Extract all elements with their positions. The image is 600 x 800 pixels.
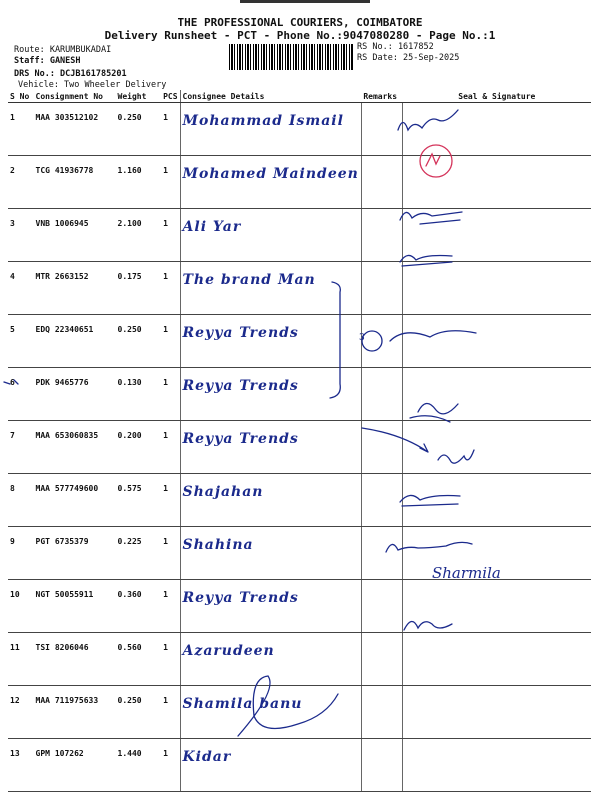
route-label: Route: KARUMBUKADAI bbox=[14, 45, 112, 55]
row-consignment: VNB 1006945 bbox=[34, 209, 116, 262]
col-consignee: Consignee Details bbox=[180, 90, 361, 103]
row-consignment: MAA 303512102 bbox=[34, 103, 116, 156]
row-pcs: 1 bbox=[161, 209, 180, 262]
row-consignee: Mohamed Maindeen bbox=[180, 156, 361, 209]
row-consignment: MAA 577749600 bbox=[34, 474, 116, 527]
signature-row-11 bbox=[386, 542, 472, 552]
signature-row-8 bbox=[410, 403, 458, 422]
row-consignee: Kidar bbox=[180, 739, 361, 792]
row-consignee: Shajahan bbox=[180, 474, 361, 527]
signature-row-12-text: Sharmila bbox=[432, 564, 501, 582]
row-weight: 0.360 bbox=[116, 580, 162, 633]
seal-mark-row-2 bbox=[426, 154, 440, 166]
signature-row-4 bbox=[400, 255, 452, 266]
row-weight: 1.160 bbox=[116, 156, 162, 209]
row-weight: 0.250 bbox=[116, 315, 162, 368]
vehicle-label: Vehicle: Two Wheeler Delivery bbox=[18, 80, 167, 90]
row-weight: 0.250 bbox=[116, 103, 162, 156]
row-sno: 13 bbox=[8, 739, 34, 792]
signature-rows-5-7 bbox=[390, 331, 476, 341]
row-consignee: Ali Yar bbox=[180, 209, 361, 262]
row-weight: 0.250 bbox=[116, 686, 162, 739]
row-consignment: TCG 41936778 bbox=[34, 156, 116, 209]
row-weight: 0.575 bbox=[116, 474, 162, 527]
row-consignment: TSI 8206046 bbox=[34, 633, 116, 686]
signature-row-10 bbox=[400, 495, 460, 506]
margin-mark bbox=[4, 380, 18, 384]
row-weight: 0.175 bbox=[116, 262, 162, 315]
col-sno: S No bbox=[8, 90, 34, 103]
bracket-rows-5-7 bbox=[330, 282, 340, 398]
row-consignee: Azarudeen bbox=[180, 633, 361, 686]
arrow-row-8-9 bbox=[362, 428, 428, 452]
row-sno: 2 bbox=[8, 156, 34, 209]
row-weight: 2.100 bbox=[116, 209, 162, 262]
row-pcs: 1 bbox=[161, 262, 180, 315]
row-sno: 3 bbox=[8, 209, 34, 262]
row-weight: 0.130 bbox=[116, 368, 162, 421]
row-consignee: Shahina bbox=[180, 527, 361, 580]
row-consignment: PGT 6735379 bbox=[34, 527, 116, 580]
row-consignee: The brand Man bbox=[180, 262, 361, 315]
col-signature: Seal & Signature bbox=[403, 90, 591, 103]
row-pcs: 1 bbox=[161, 315, 180, 368]
col-consignment: Consignment No bbox=[34, 90, 116, 103]
company-title: THE PROFESSIONAL COURIERS, COIMBATORE bbox=[177, 16, 423, 29]
row-pcs: 1 bbox=[161, 739, 180, 792]
count-circle-number: 3 bbox=[359, 333, 365, 343]
row-consignment: PDK 9465776 bbox=[34, 368, 116, 421]
row-consignment: EDQ 22340651 bbox=[34, 315, 116, 368]
rs-number: RS No.: 1617852 bbox=[357, 42, 434, 52]
rs-date: RS Date: 25-Sep-2025 bbox=[357, 53, 460, 63]
signature-row-9 bbox=[438, 450, 474, 463]
row-pcs: 1 bbox=[161, 686, 180, 739]
col-remarks: Remarks bbox=[361, 90, 402, 103]
row-weight: 0.560 bbox=[116, 633, 162, 686]
col-pcs: PCS bbox=[161, 90, 180, 103]
row-pcs: 1 bbox=[161, 156, 180, 209]
row-consignment: GPM 107262 bbox=[34, 739, 116, 792]
bottom-page-signature bbox=[238, 676, 338, 736]
row-sno: 12 bbox=[8, 686, 34, 739]
row-pcs: 1 bbox=[161, 368, 180, 421]
row-consignee: Reyya Trends bbox=[180, 421, 361, 474]
row-consignment: MAA 711975633 bbox=[34, 686, 116, 739]
row-sno: 5 bbox=[8, 315, 34, 368]
signature-row-3 bbox=[400, 212, 462, 224]
row-pcs: 1 bbox=[161, 633, 180, 686]
row-consignment: MAA 653060835 bbox=[34, 421, 116, 474]
row-sno: 11 bbox=[8, 633, 34, 686]
row-sno: 9 bbox=[8, 527, 34, 580]
row-pcs: 1 bbox=[161, 580, 180, 633]
row-consignment: MTR 2663152 bbox=[34, 262, 116, 315]
row-consignee: Reyya Trends bbox=[180, 368, 361, 421]
row-consignee: Mohammad Ismail bbox=[180, 103, 361, 156]
signature-row-13 bbox=[404, 621, 452, 630]
signature-row-1 bbox=[398, 110, 458, 130]
drs-number: DRS No.: DCJB161785201 bbox=[14, 69, 127, 79]
row-pcs: 1 bbox=[161, 474, 180, 527]
staff-label: Staff: GANESH bbox=[14, 56, 81, 66]
col-weight: Weight bbox=[116, 90, 162, 103]
row-sno: 1 bbox=[8, 103, 34, 156]
row-sno: 7 bbox=[8, 421, 34, 474]
row-sno: 10 bbox=[8, 580, 34, 633]
row-pcs: 1 bbox=[161, 421, 180, 474]
row-sno: 8 bbox=[8, 474, 34, 527]
count-circle-mark bbox=[362, 331, 382, 351]
row-weight: 0.200 bbox=[116, 421, 162, 474]
seal-row-2 bbox=[420, 145, 452, 177]
row-consignee: Shamila banu bbox=[180, 686, 361, 739]
row-weight: 0.225 bbox=[116, 527, 162, 580]
row-pcs: 1 bbox=[161, 103, 180, 156]
row-pcs: 1 bbox=[161, 527, 180, 580]
row-sno: 6 bbox=[8, 368, 34, 421]
row-consignment: NGT 50055911 bbox=[34, 580, 116, 633]
row-sno: 4 bbox=[8, 262, 34, 315]
runsheet-subtitle: Delivery Runsheet - PCT - Phone No.:9047080280 - Page No.:1 bbox=[104, 29, 496, 42]
row-consignee: Reyya Trends bbox=[180, 580, 361, 633]
row-consignee: Reyya Trends bbox=[180, 315, 361, 368]
row-weight: 1.440 bbox=[116, 739, 162, 792]
